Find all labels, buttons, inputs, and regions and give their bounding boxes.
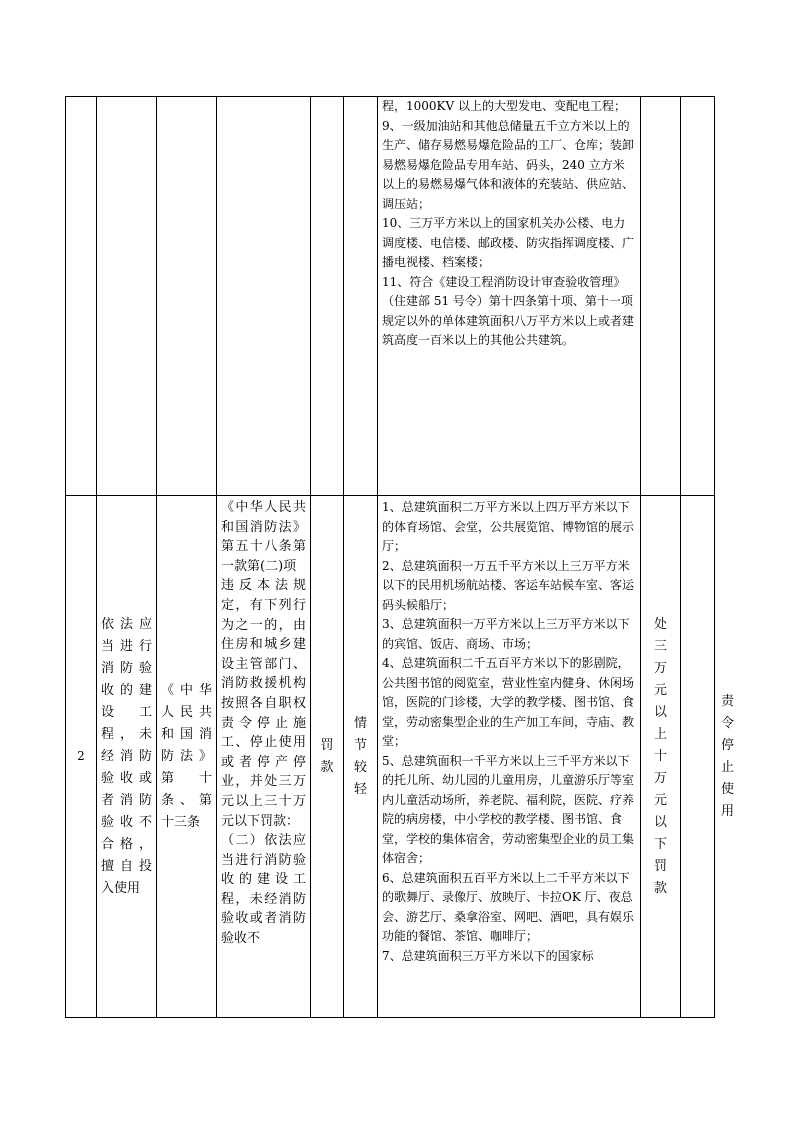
table-row bbox=[66, 496, 715, 1018]
law-clause: （二）依法应当进行消防验收的建设工程，未经消防验收或者消防验收不 bbox=[221, 833, 306, 947]
violation-text: 依法应当进行消防验收的建设 工程，未经消防验收或者消防验收不合格，擅自投入使用 bbox=[101, 616, 152, 896]
table-row-continued bbox=[66, 97, 715, 496]
circumstance-item: 2、总建筑面积一万五千平方米以上三万平方米以下的民用机场航站楼、客运车站候车室、客运码头候船厅； bbox=[382, 558, 635, 612]
law-text-cell bbox=[217, 496, 311, 1018]
cell-empty bbox=[217, 97, 311, 496]
cell-empty bbox=[311, 97, 344, 496]
basis-text: 《中华人民共和国消防法》第 十条、第十三条 bbox=[161, 682, 212, 830]
cell-empty bbox=[66, 97, 97, 496]
penalty-amount-cell bbox=[641, 496, 681, 1018]
law-provision: 违反本法规定，有下列行为之一的，由住房和城乡建设主管部门、消防救援机构按照各自职权责令停止施工、停止使用或者停产停业，并处三万元以上三十万元以下罚款： bbox=[221, 578, 306, 829]
violation-cell bbox=[97, 496, 157, 1018]
circumstance-item: 9、一级加油站和其他总储量五千立方米以上的生产、储存易燃易爆危险品的工厂、仓库；装卸易燃易爆危险品专用车站、码头，240 立方米以上的易燃易爆气体和液体的充装站、供应站、调压站； bbox=[382, 118, 635, 211]
circumstance-item: 程，1000KV 以上的大型发电、变配电工程； bbox=[382, 99, 626, 113]
cell-empty bbox=[97, 97, 157, 496]
penalty-type-cell bbox=[311, 496, 344, 1018]
circumstances-cell bbox=[378, 496, 641, 1018]
cell-empty bbox=[681, 496, 715, 1018]
circumstance-item: 1、总建筑面积二万平方米以上四万平方米以下的体育场馆、会堂，公共展览馆、博物馆的展示厅； bbox=[382, 500, 635, 553]
cell-empty bbox=[157, 97, 217, 496]
circumstance-item: 11、符合《建设工程消防设计审查验收管理》（住建部 51 号令）第十四条第十项、第十一项规定以外的单体建筑面积八万平方米以上或者建筑高度一百米以上的其他公共建筑。 bbox=[382, 274, 635, 347]
cell-empty bbox=[344, 97, 378, 496]
circumstance-item: 10、三万平方米以上的国家机关办公楼、电力调度楼、电信楼、邮政楼、防灾指挥调度楼、广播电视楼、档案楼； bbox=[382, 216, 635, 269]
basis-cell bbox=[157, 496, 217, 1018]
severity-level: 情节较轻 bbox=[353, 715, 367, 797]
circumstance-item: 4、总建筑面积二千五百平方米以下的影剧院，公共图书馆的阅览室，营业性室内健身、休闲场馆，医院的门诊楼，大学的教学楼、图书馆、食堂，劳动密集型企业的生产加工车间，寺庙、教堂； bbox=[382, 656, 635, 748]
penalty-standard-table bbox=[65, 96, 735, 1018]
circumstances-cell-continued bbox=[378, 97, 641, 496]
circumstance-item: 3、总建筑面积一万平方米以上三万平方米以下的宾馆、饭店、商场、市场； bbox=[382, 617, 630, 651]
cell-empty bbox=[681, 97, 715, 496]
penalty-type: 罚款 bbox=[320, 737, 334, 775]
circumstance-item: 7、总建筑面积三万平方米以下的国家标 bbox=[382, 948, 594, 963]
law-article: 《中华人民共和国消防法》第五十八条第一款第(二)项 bbox=[221, 500, 306, 574]
circumstance-item: 6、总建筑面积五百平方米以上二千平方米以下的歌舞厅、录像厅、放映厅、卡拉OK 厅、夜总会、游艺厅、桑拿浴室、网吧、酒吧，具有娱乐功能的餐馆、茶馆、咖啡厅； bbox=[382, 870, 635, 943]
circumstance-item: 5、总建筑面积一千平方米以上三千平方米以下的托儿所、幼儿园的儿童用房，儿童游乐厅等室内儿童活动场所，养老院、福利院，医院、疗养院的病房楼，中小学校的教学楼、图书馆、食堂，学校的集体宿舍，劳动密集型企业的员工集体宿舍； bbox=[382, 753, 635, 865]
measure-text: 责令停止使用 bbox=[721, 693, 735, 819]
penalty-amount: 处三万元以上十万元以下罚款 bbox=[654, 616, 668, 896]
cell-empty bbox=[641, 97, 681, 496]
severity-cell bbox=[344, 496, 378, 1018]
row-number: 2 bbox=[66, 496, 97, 1018]
